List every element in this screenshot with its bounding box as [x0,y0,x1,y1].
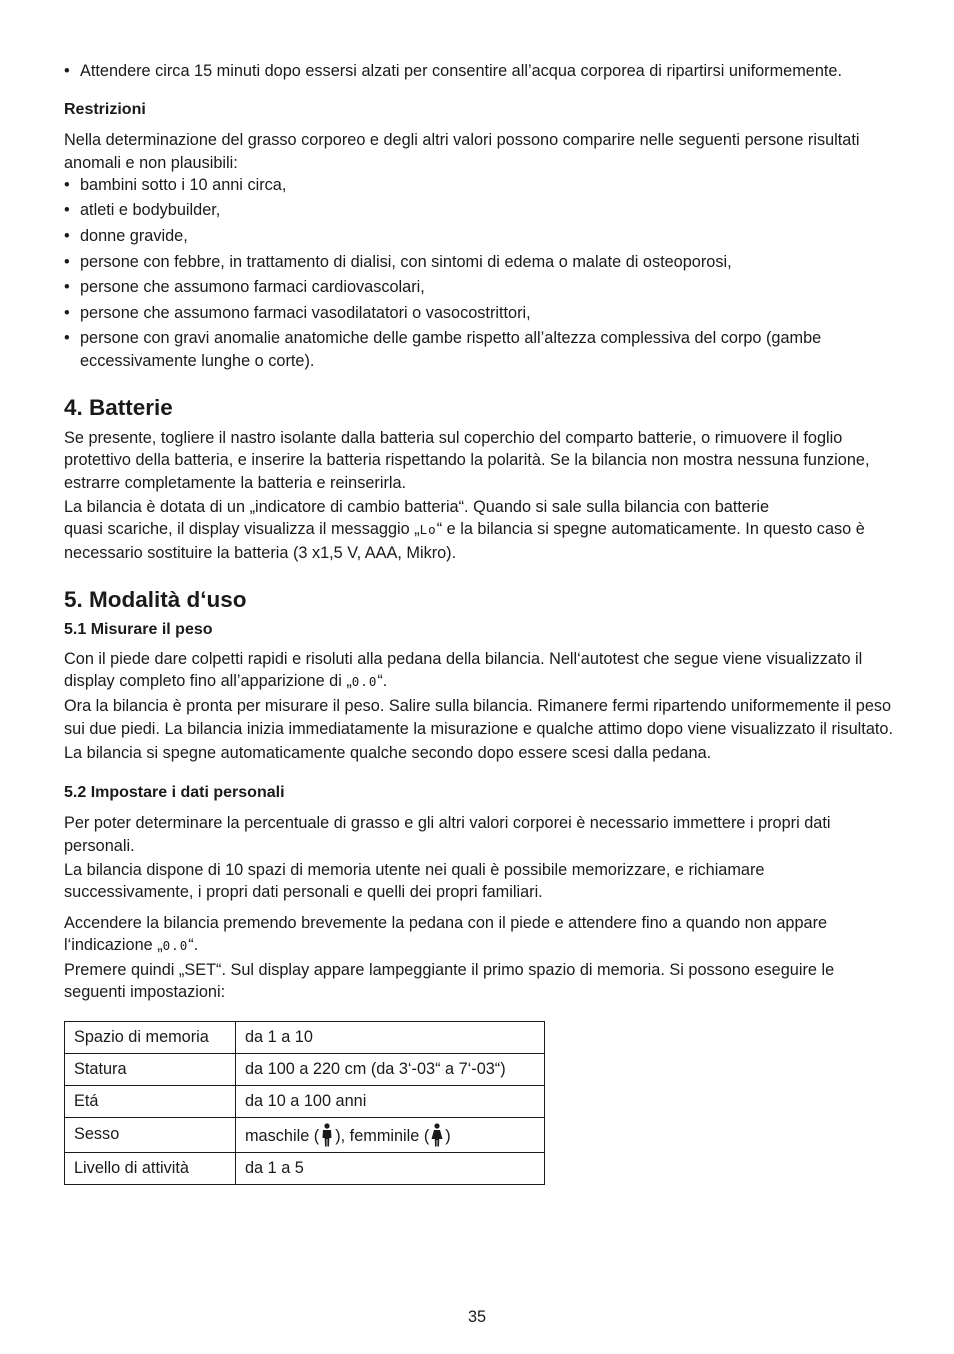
table-row [65,1021,545,1053]
peso-paragraph-3: La bilancia si spegne automaticamente qualche secondo dopo essere scesi dalla pedana. [64,744,712,763]
batterie-text: La bilancia è dotata di un „indicatore di cambio batteria“. Quando si sale sulla bilancia con batterie [64,497,770,516]
batterie-paragraph-1: Se presente, togliere il nastro isolante dalla batteria sul coperchio del comparto batterie, o rimuovere il foglio protettivo della batteria, e inserire la batteria rispettando la polarità. Se la bilancia non mostra nessuna funzione, estrarre completamente la batteria e reinserirla. [64,429,870,492]
restrizioni-list [64,174,894,372]
section-title-modalita: 5. Modalità d‘uso [64,586,247,612]
dati-text: “. [188,935,199,954]
list-item: • bambini sotto i 10 anni circa, [64,174,894,196]
table-cell-label: Sesso [65,1117,236,1152]
restrizioni-intro: Nella determinazione del grasso corporeo e degli altri valori possono comparire nelle seguenti persone risultati anomali e non plausibili: [64,131,860,172]
table-cell-value: da 1 a 10 [236,1021,545,1053]
peso-text: “. [377,672,388,691]
page-number: 35 [467,1308,487,1326]
display-zero-symbol: 0.0 [351,674,378,690]
dati-paragraph-4: Premere quindi „SET“. Sul display appare lampeggiante il primo spazio di memoria. Si possono eseguire le seguenti impostazioni: [64,961,835,1002]
table-cell-label: Spazio di memoria [65,1021,236,1053]
male-symbol-icon [321,1123,333,1147]
peso-paragraph-1 [64,648,894,694]
dati-text: Accendere la bilancia premendo brevemente la pedana con il piede e attendere fino a quando non appare l‘indicazione „ [64,913,828,954]
table-cell-value: da 10 a 100 anni [236,1085,545,1117]
table-cell-value: da 100 a 220 cm (da 3‘-03“ a 7‘-03“) [236,1053,545,1085]
peso-paragraph-2: Ora la bilancia è pronta per misurare il peso. Salire sulla bilancia. Rimanere fermi ripartendo uniformemente il peso sui due piedi. La bilancia inizia immediatamente la misurazione e qualche attimo dopo viene visualizzato il risultato. [64,697,893,738]
female-symbol-icon [431,1123,443,1147]
table-cell-label: Statura [65,1053,236,1085]
page-content [64,60,894,1185]
sesso-text: ), femminile ( [335,1126,430,1145]
peso-text: Con il piede dare colpetti rapidi e risoluti alla pedana della bilancia. Nell‘autotest che segue viene visualizzato il display completo fino all’apparizione di „ [64,649,863,691]
section-title-batterie: 4. Batterie [64,395,173,421]
table-cell-value: da 1 a 5 [236,1152,545,1184]
dati-paragraph-2: La bilancia dispone di 10 spazi di memoria utente nei quali è possibile memorizzare, e richiamare successivamente, i propri dati personali e quelli dei propri familiari. [64,860,765,902]
sesso-text: maschile ( [245,1126,320,1145]
list-item: • persone con febbre, in trattamento di dialisi, con sintomi di edema o malate di osteoporosi, [64,251,894,273]
table-row [65,1152,545,1184]
dati-paragraph-3 [64,912,894,958]
list-item: • atleti e bodybuilder, [64,199,894,221]
list-item: • persone con gravi anomalie anatomiche delle gambe rispetto all’altezza complessiva del corpo (gambe eccessivamente lunghe o corte). [64,327,894,372]
list-item: • Attendere circa 15 minuti dopo essersi alzati per consentire all’acqua corporea di ripartirsi uniformemente. [64,60,894,82]
sesso-text: ) [445,1126,451,1145]
table-cell-label: Livello di attività [65,1152,236,1184]
subsection-title-dati: 5.2 Impostare i dati personali [64,784,285,802]
batterie-text: “ e la bilancia si spegne automaticamente. In questo caso è necessario sostituire la batteria (3 x1,5 V, AAA, Mikro). [64,520,865,562]
intro-list [64,60,894,82]
table-cell-value [236,1117,545,1152]
list-item: • donne gravide, [64,225,894,247]
list-item: • persone che assumono farmaci cardiovascolari, [64,276,894,298]
list-item: • persone che assumono farmaci vasodilatatori o vasocostrittori, [64,302,894,324]
batterie-paragraph-2 [64,496,894,564]
display-lo-symbol: Lo [419,522,437,538]
settings-table [64,1021,545,1185]
dati-paragraph-1: Per poter determinare la percentuale di grasso e gli altri valori corporei è necessario immettere i propri dati personali. [64,814,831,855]
table-cell-label: Etá [65,1085,236,1117]
display-zero-symbol: 0.0 [162,937,189,953]
restrizioni-heading: Restrizioni [64,101,146,119]
table-row [65,1053,545,1085]
subsection-title-peso: 5.1 Misurare il peso [64,620,213,638]
batterie-text: quasi scariche, il display visualizza il messaggio „ [64,520,420,539]
table-row [65,1085,545,1117]
table-row [65,1117,545,1152]
